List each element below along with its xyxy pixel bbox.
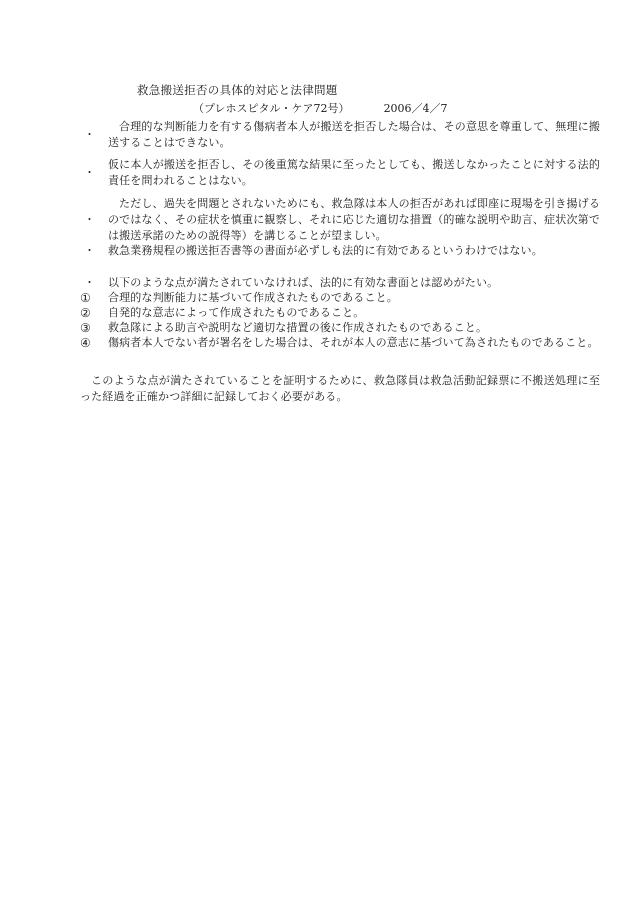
bullet-item-5: [80, 275, 600, 291]
condition-number: ①: [80, 291, 91, 305]
condition-text: 救急隊による助言や説明など適切な措置の後に作成されたものであること。: [108, 321, 488, 334]
condition-text: 合理的な判断能力に基づいて作成されたものであること。: [108, 291, 398, 304]
bullet-text: 仮に本人が搬送を拒否し、その後重篤な結果に至ったとしても、搬送しなかったことに対する法的責任を問われることはない。: [108, 158, 600, 187]
condition-number: ②: [80, 306, 91, 320]
bullet-marker: ・: [84, 128, 95, 141]
bullet-text: 以下のような点が満たされていなければ、法的に有効な書面とは認めがたい。: [108, 276, 499, 289]
bullet-marker: ・: [84, 276, 95, 289]
document-subtitle: [193, 100, 448, 116]
document-title: 救急搬送拒否の具体的対応と法律問題: [137, 83, 338, 97]
condition-number: ③: [80, 321, 91, 335]
condition-text: 傷病者本人でない者が署名をした場合は、それが本人の意志に基づいて為されたものであること。: [108, 336, 599, 349]
bullet-item-3: [80, 196, 600, 244]
condition-text: 自発的な意志によって作成されたものであること。: [108, 306, 365, 319]
conclusion-paragraph: このような点が満たされていることを証明するために、救急隊員は救急活動記録票に不搬送処理に至った経過を正確かつ詳細に記録しておく必要がある。: [80, 374, 600, 403]
condition-item-3: [80, 320, 600, 336]
bullet-item-4: [80, 243, 600, 259]
condition-item-1: [80, 290, 600, 306]
condition-number: ④: [80, 336, 91, 350]
bullet-marker: ・: [84, 244, 95, 257]
condition-item-4: [80, 335, 600, 351]
source-citation: （プレホスピタル・ケア72号）: [193, 102, 350, 115]
bullet-marker: ・: [84, 213, 95, 226]
document-date: 2006／4／7: [383, 102, 448, 115]
condition-item-2: [80, 305, 600, 321]
bullet-text: 合理的な判断能力を有する傷病者本人が搬送を拒否した場合は、その意思を尊重して、無理に搬送することはできない。: [108, 120, 600, 149]
bullet-text: ただし、過失を問題とされないためにも、救急隊は本人の拒否があれば即座に現場を引き揚げるのではなく、その症状を慎重に観察し、それに応じた適切な措置（的確な説明や助言、症状次第では搬送承諾のための説得等）を講じることが望ましい。: [108, 197, 600, 242]
bullet-item-1: [80, 119, 600, 151]
bullet-item-2: [80, 157, 600, 189]
bullet-text: 救急業務規程の搬送拒否書等の書面が必ずしも法的に有効であるというわけではない。: [108, 244, 543, 257]
bullet-marker: ・: [84, 166, 95, 179]
